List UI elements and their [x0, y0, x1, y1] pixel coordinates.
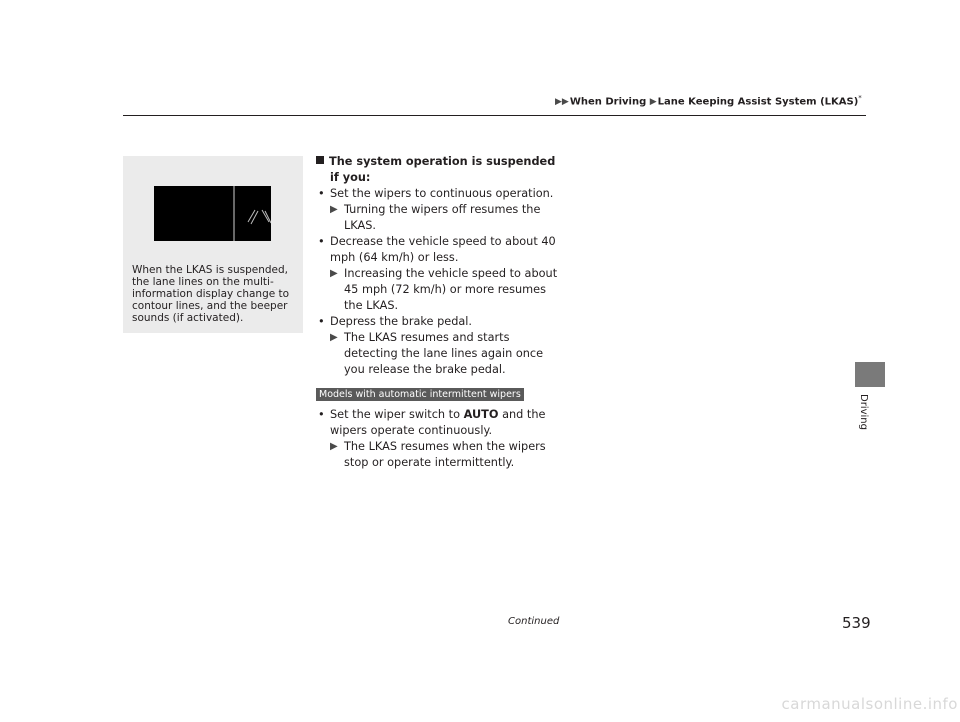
- triangle-icon: ▶: [649, 97, 657, 108]
- triangle-arrow-icon: ▶: [330, 441, 338, 452]
- sidebar-caption: When the LKAS is suspended, the lane lines on the multi-information display change to contour lines, and the beeper sounds (if activated).: [132, 264, 290, 324]
- list-item: • Depress the brake pedal. ▶ The LKAS resumes and starts detecting the lane lines again once you release the brake pedal.: [316, 314, 566, 378]
- page-number: 539: [842, 614, 871, 632]
- triangle-arrow-icon: ▶: [330, 332, 338, 343]
- header-rule: [123, 115, 866, 116]
- list-item: • Set the wiper switch to AUTO and the wipers operate continuously. ▶ The LKAS resumes when the wipers stop or operate intermittently.: [316, 407, 566, 471]
- sub-point: ▶ The LKAS resumes when the wipers stop or operate intermittently.: [330, 440, 546, 469]
- auto-label: AUTO: [463, 408, 499, 421]
- model-tag: Models with automatic intermittent wipers: [316, 388, 524, 401]
- wiper-list: [316, 407, 566, 471]
- watermark: carmanualsonline.info: [781, 695, 958, 713]
- section-heading: The system operation is suspended if you:: [316, 154, 566, 186]
- square-bullet-icon: [316, 156, 324, 164]
- section-tab: [855, 362, 885, 387]
- double-triangle-icon: ▶▶: [555, 97, 569, 108]
- condition-list: [316, 186, 566, 378]
- triangle-arrow-icon: ▶: [330, 204, 338, 215]
- list-item: • Decrease the vehicle speed to about 40 mph (64 km/h) or less. ▶ Increasing the vehicle speed to about 45 mph (72 km/h) or more resumes the LKAS.: [316, 234, 566, 314]
- section-tab-label: Driving: [858, 394, 869, 430]
- breadcrumb: [555, 94, 862, 107]
- lkas-display-image: [154, 186, 271, 241]
- breadcrumb-section: When Driving: [569, 96, 647, 108]
- bullet-dot: •: [318, 315, 325, 328]
- sub-point: ▶ Increasing the vehicle speed to about 45 mph (72 km/h) or more resumes the LKAS.: [330, 267, 558, 312]
- continued-label: Continued: [508, 616, 560, 627]
- sidebar-note: [123, 156, 303, 333]
- sub-point: ▶ Turning the wipers off resumes the LKAS.: [330, 203, 541, 232]
- sub-point: ▶ The LKAS resumes and starts detecting the lane lines again once you release the brake pedal.: [330, 331, 544, 376]
- footnote-mark: *: [858, 94, 862, 102]
- main-content: [316, 154, 566, 471]
- bullet-dot: •: [318, 187, 325, 200]
- bullet-dot: •: [318, 408, 325, 421]
- triangle-arrow-icon: ▶: [330, 268, 338, 279]
- bullet-dot: •: [318, 235, 325, 248]
- list-item: • Set the wipers to continuous operation. ▶ Turning the wipers off resumes the LKAS.: [316, 186, 566, 234]
- breadcrumb-topic: Lane Keeping Assist System (LKAS): [657, 96, 859, 108]
